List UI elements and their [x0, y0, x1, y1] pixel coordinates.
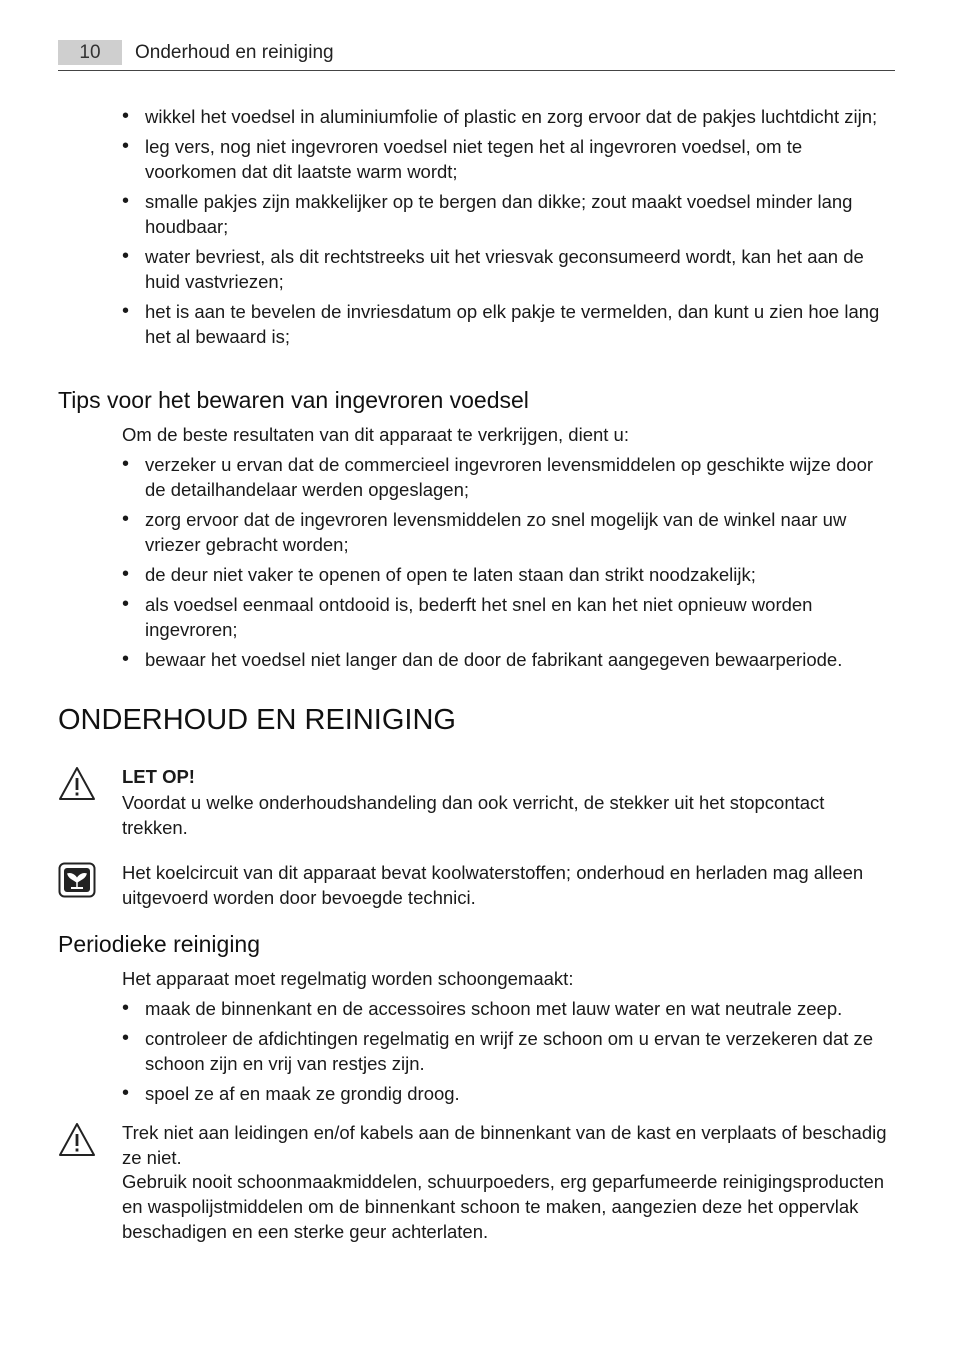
list-item: • controleer de afdichtingen regelmatig en wrijf ze schoon om u ervan te verzekeren dat ze schoon zijn en vrij van restjes zijn.: [122, 1026, 894, 1076]
warning-text: Voordat u welke onderhoudshandeling dan ook verricht, de stekker uit het stopcontact trekken.: [122, 792, 825, 838]
warning-label: LET OP!: [122, 766, 195, 787]
caution-text: Gebruik nooit schoonmaakmiddelen, schuurpoeders, erg geparfumeerde reinigingsproducten en waspolijstmiddelen om de binnenkant schoon te maken, aangezien deze het oppervlak beschadigen en een sterke geur achterlaten.: [122, 1171, 885, 1242]
periodic-list: [122, 996, 894, 1111]
running-title: Onderhoud en reiniging: [135, 42, 334, 63]
caution-text: Trek niet aan leidingen en/of kabels aan de binnenkant van de kast en verplaats of beschadig ze niet.: [122, 1122, 887, 1168]
list-item: • als voedsel eenmaal ontdooid is, bederft het snel en kan het niet opnieuw worden ingevroren;: [122, 592, 894, 642]
environment-tree-icon: [58, 862, 96, 898]
page-number: 10: [58, 40, 122, 65]
list-item: • maak de binnenkant en de accessoires schoon met lauw water en wat neutrale zeep.: [122, 996, 894, 1021]
list-item: • smalle pakjes zijn makkelijker op te bergen dan dikke; zout maakt voedsel minder lang houdbaar;: [122, 189, 894, 239]
page-header: [58, 40, 895, 71]
list-item: • verzeker u ervan dat de commercieel ingevroren levensmiddelen op geschikte wijze door de detailhandelaar werden opgeslagen;: [122, 452, 894, 502]
list-item: • de deur niet vaker te openen of open te laten staan dan strikt noodzakelijk;: [122, 562, 894, 587]
section-title: ONDERHOUD EN REINIGING: [58, 704, 456, 736]
list-item: • wikkel het voedsel in aluminiumfolie of plastic en zorg ervoor dat de pakjes luchtdicht zijn;: [122, 104, 894, 129]
list-item: • het is aan te bevelen de invriesdatum op elk pakje te vermelden, dan kunt u zien hoe lang het al bewaard is;: [122, 299, 894, 349]
environment-text: Het koelcircuit van dit apparaat bevat koolwaterstoffen; onderhoud en herladen mag alleen uitgevoerd worden door bevoegde technici.: [122, 862, 864, 908]
list-item: • spoel ze af en maak ze grondig droog.: [122, 1081, 894, 1106]
intro-list: [122, 104, 894, 354]
list-item: • bewaar het voedsel niet langer dan de door de fabrikant aangegeven bewaarperiode.: [122, 647, 894, 672]
tips-list: [122, 452, 894, 677]
warning-triangle-icon: [58, 1121, 96, 1159]
list-item: • water bevriest, als dit rechtstreeks uit het vriesvak geconsumeerd wordt, kan het aan de huid vastvriezen;: [122, 244, 894, 294]
list-item: • leg vers, nog niet ingevroren voedsel niet tegen het al ingevroren voedsel, om te voorkomen dat dit laatste warm wordt;: [122, 134, 894, 184]
list-item: • zorg ervoor dat de ingevroren levensmiddelen zo snel mogelijk van de winkel naar uw vriezer gebracht worden;: [122, 507, 894, 557]
periodic-intro: Het apparaat moet regelmatig worden schoongemaakt:: [122, 968, 574, 989]
tips-intro: Om de beste resultaten van dit apparaat te verkrijgen, dient u:: [122, 424, 629, 445]
periodic-heading: Periodieke reiniging: [58, 931, 261, 957]
tips-heading: Tips voor het bewaren van ingevroren voedsel: [58, 387, 529, 413]
warning-triangle-icon: [58, 765, 96, 803]
